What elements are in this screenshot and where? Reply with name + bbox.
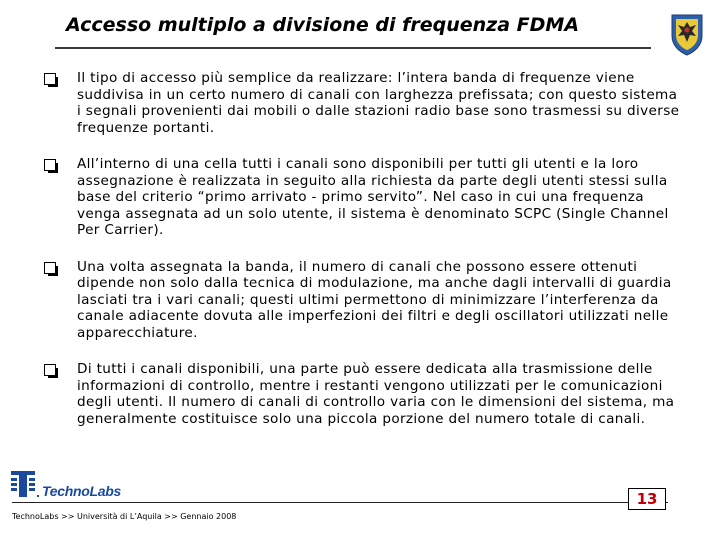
bullet-text: Il tipo di accesso più semplice da realizzare: l’intera banda di frequenze viene suddivisa in un certo numero di canali con larghezza prefissata; con questo sistema i segnali provenienti dai mobili o dalle stazioni radio base sono trasmessi su diverse frequenze portanti. (77, 70, 680, 136)
footer-text: TechnoLabs >> Università di L’Aquila >> Gennaio 2008 (12, 512, 237, 521)
bullet-text: Una volta assegnata la banda, il numero di canali che possono essere ottenuti dipende non solo dalla tecnica di modulazione, ma anche dagli intervalli di guardia lasciati tra i vari canali; questi ultimi permettono di minimizzare l’interferenza da canale adiacente dovuta alle imperfezioni dei filtri e degli oscillatori utilizzati nelle apparecchiature. (77, 258, 672, 341)
footer-divider (12, 502, 668, 503)
page-number: 13 (628, 488, 666, 510)
university-crest-icon (668, 12, 706, 56)
list-item (44, 361, 684, 427)
checkbox-bullet-icon (44, 364, 56, 376)
checkbox-bullet-icon (44, 73, 56, 85)
bullet-text: Di tutti i canali disponibili, una parte può essere dedicata alla trasmissione delle informazioni di controllo, mentre i restanti vengono utilizzati per le comunicazioni degli utenti. Il numero di canali di controllo varia con le dimensioni del sistema, ma generalmente costituisce solo una piccola porzione del numero totale di canali. (77, 361, 675, 427)
list-item (44, 156, 684, 239)
list-item (44, 259, 684, 342)
list-item (44, 70, 684, 136)
title-divider (55, 47, 651, 49)
logo-text: TechnoLabs (42, 483, 121, 499)
checkbox-bullet-icon (44, 262, 56, 274)
checkbox-bullet-icon (44, 159, 56, 171)
bullet-list (44, 70, 684, 447)
bullet-text: All’interno di una cella tutti i canali sono disponibili per tutti gli utenti e la loro assegnazione è realizzata in seguito alla richiesta da parte degli utenti stessi sulla base del criterio “primo arrivato - primo servito”. Nel caso in cui una frequenza venga assegnata ad un solo utente, il sistema è denominato SCPC (Single Channel Per Carrier). (77, 156, 669, 238)
slide-title: Accesso multiplo a divisione di frequenza FDMA (66, 14, 580, 36)
